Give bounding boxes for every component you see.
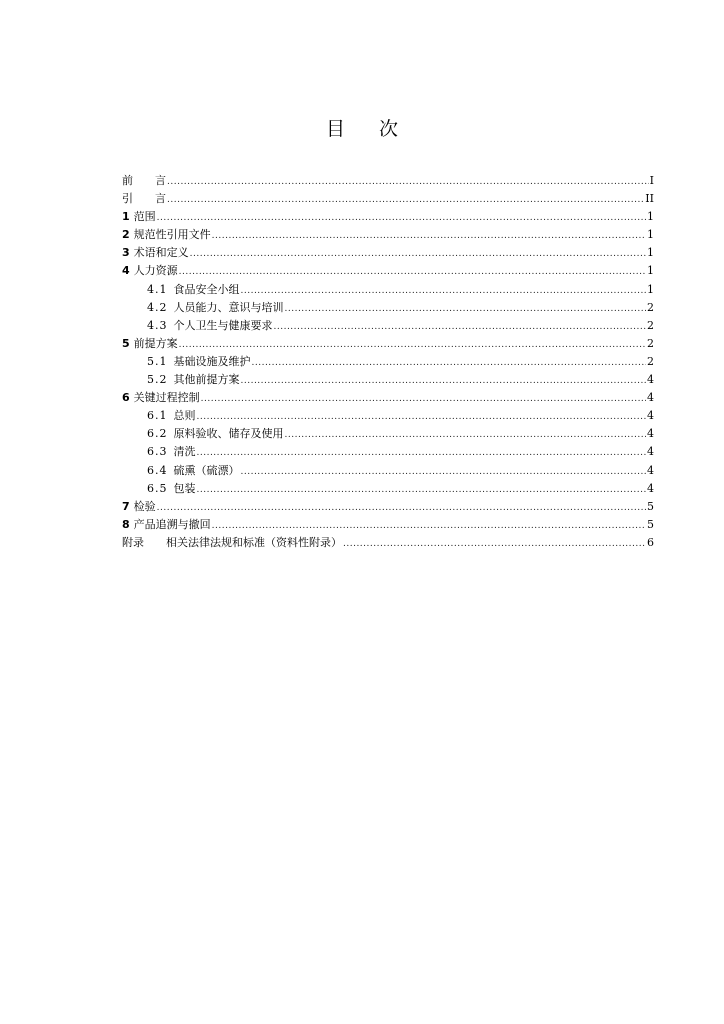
toc-entry-label: 人力资源	[133, 264, 178, 278]
toc-entry-number: 6.4	[147, 463, 168, 477]
toc-entry[interactable]	[122, 516, 654, 534]
toc-entry[interactable]	[122, 244, 654, 262]
toc-entry-label: 相关法律法规和标准（资料性附录）	[166, 535, 342, 549]
toc-entry-label: 术语和定义	[133, 246, 189, 260]
toc-entry[interactable]	[122, 443, 654, 461]
toc-leader-dots	[252, 354, 647, 372]
toc-entry-label: 规范性引用文件	[133, 228, 211, 242]
toc-leader-dots	[179, 263, 646, 281]
toc-entry-label: 人员能力、意识与培训	[173, 300, 284, 314]
toc-entry[interactable]	[122, 353, 654, 371]
table-of-contents	[122, 172, 654, 552]
toc-entry-label: 个人卫生与健康要求	[173, 318, 273, 332]
toc-leader-dots	[201, 390, 646, 408]
toc-entry[interactable]	[122, 208, 654, 226]
toc-entry-number: 6.2	[147, 427, 168, 441]
toc-entry[interactable]	[122, 226, 654, 244]
toc-entry-page-number: 1	[647, 246, 654, 260]
toc-entry-label: 基础设施及维护	[173, 354, 251, 368]
toc-entry[interactable]	[122, 534, 654, 552]
toc-leader-dots	[197, 481, 647, 499]
toc-entry-page-number: 4	[647, 373, 654, 387]
toc-entry-number: 6.1	[147, 409, 168, 423]
toc-entry[interactable]	[122, 299, 654, 317]
toc-entry-number: 7	[122, 499, 130, 513]
toc-entry[interactable]	[122, 480, 654, 498]
toc-leader-dots	[157, 209, 646, 227]
toc-entry-page-number: 4	[647, 391, 654, 405]
toc-entry-label: 总则	[173, 409, 196, 423]
toc-entry[interactable]	[122, 371, 654, 389]
toc-entry-page-number: 2	[647, 300, 654, 314]
toc-leader-dots	[212, 517, 646, 535]
toc-entry-number: 6.3	[147, 445, 168, 459]
toc-entry-page-number: 1	[647, 282, 654, 296]
toc-entry-label: 硫熏（硫漂）	[173, 463, 240, 477]
toc-leader-dots	[197, 408, 647, 426]
toc-entry-label: 关键过程控制	[133, 391, 200, 405]
toc-entry-page-number: 4	[647, 427, 654, 441]
toc-leader-dots	[241, 463, 647, 481]
toc-leader-dots	[343, 535, 646, 553]
toc-entry-page-number: 2	[647, 318, 654, 332]
toc-entry-number: 附录	[122, 535, 144, 549]
toc-leader-dots	[285, 300, 647, 318]
toc-entry-number: 5	[122, 336, 130, 350]
toc-entry-label: 食品安全小组	[173, 282, 240, 296]
toc-entry-number: 4	[122, 264, 130, 278]
toc-entry-label: 清洗	[173, 445, 196, 459]
toc-leader-dots	[190, 245, 646, 263]
toc-entry-number: 8	[122, 517, 130, 531]
toc-leader-dots	[157, 499, 646, 517]
toc-entry[interactable]	[122, 389, 654, 407]
toc-entry-page-number: I	[649, 174, 654, 187]
toc-entry-label: 引 言	[122, 192, 166, 206]
toc-entry-label: 包装	[173, 481, 196, 495]
toc-entry[interactable]	[122, 407, 654, 425]
toc-entry-page-number: 1	[647, 228, 654, 242]
toc-leader-dots	[179, 336, 646, 354]
toc-entry-label: 其他前提方案	[173, 373, 240, 387]
toc-entry-label: 范围	[133, 210, 156, 224]
toc-entry[interactable]	[122, 190, 654, 208]
toc-leader-dots	[241, 282, 647, 300]
toc-entry-number: 4.2	[147, 300, 168, 314]
toc-entry-label: 原料验收、储存及使用	[173, 427, 284, 441]
toc-entry[interactable]	[122, 462, 654, 480]
toc-entry-page-number: 4	[647, 463, 654, 477]
toc-entry-number: 5.1	[147, 354, 168, 368]
toc-entry-number: 6.5	[147, 481, 168, 495]
toc-leader-dots	[212, 227, 646, 245]
toc-entry-number: 4.1	[147, 282, 168, 296]
toc-entry-page-number: 5	[647, 517, 654, 531]
toc-entry-label: 前提方案	[133, 336, 178, 350]
toc-entry-label: 前 言	[122, 174, 166, 187]
toc-leader-dots	[285, 426, 647, 444]
toc-leader-dots	[274, 318, 647, 336]
toc-entry-label: 检验	[133, 499, 156, 513]
toc-entry[interactable]	[122, 498, 654, 516]
toc-leader-dots	[241, 372, 647, 390]
toc-entry-page-number: 6	[647, 535, 654, 549]
toc-entry-page-number: 4	[647, 409, 654, 423]
toc-leader-dots	[197, 444, 647, 462]
toc-entry-page-number: 5	[647, 499, 654, 513]
toc-entry-page-number: 4	[647, 481, 654, 495]
toc-entry[interactable]	[122, 262, 654, 280]
toc-entry-page-number: 4	[647, 445, 654, 459]
toc-leader-dots	[167, 191, 644, 209]
toc-entry-label: 产品追溯与撤回	[133, 517, 211, 531]
page-title: 目 次	[325, 118, 413, 140]
toc-entry-page-number: 1	[647, 264, 654, 278]
toc-entry[interactable]	[122, 172, 654, 190]
toc-entry-page-number: 2	[647, 354, 654, 368]
toc-entry[interactable]	[122, 281, 654, 299]
toc-entry-page-number: 2	[647, 336, 654, 350]
toc-entry-page-number: II	[645, 192, 654, 206]
toc-entry-page-number: 1	[647, 210, 654, 224]
toc-entry[interactable]	[122, 335, 654, 353]
toc-entry[interactable]	[122, 317, 654, 335]
toc-entry-number: 3	[122, 246, 130, 260]
toc-entry-number: 6	[122, 391, 130, 405]
toc-entry-number: 1	[122, 210, 130, 224]
toc-entry-number: 2	[122, 228, 130, 242]
toc-entry[interactable]	[122, 425, 654, 443]
toc-leader-dots	[167, 173, 649, 191]
toc-entry-number: 4.3	[147, 318, 168, 332]
toc-entry-number: 5.2	[147, 373, 168, 387]
